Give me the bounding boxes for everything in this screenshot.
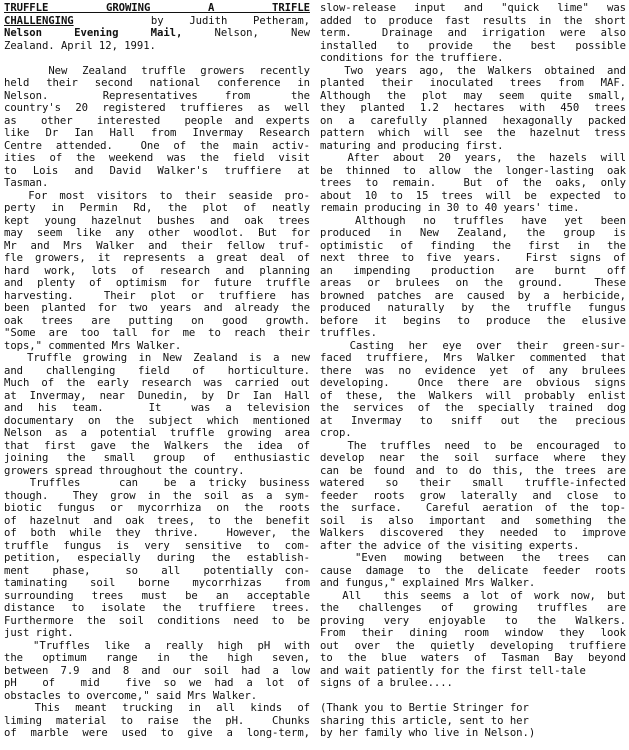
text-line: For most visitors to their seaside pro- (4, 189, 310, 202)
text-line: proving very enjoyable to the Walkers. (320, 614, 626, 627)
text-line: Tasman. (4, 177, 49, 189)
text-line: Nelson. Representatives from the (4, 89, 310, 102)
text-line: develop near the soil surface where they (320, 452, 626, 464)
text-line: they planted 1.2 hectares with 450 trees (320, 102, 626, 114)
text-line: obstacles to overcome," said Mrs Walker. (4, 689, 258, 702)
article-title-continued: CHALLENGING (4, 14, 74, 27)
text-line: crop. (320, 427, 352, 439)
text-line: to Lois and David Walker's truffiere at (4, 164, 310, 177)
text-line: "Some are too tall for me to reach their (4, 327, 310, 339)
text-line: country's 20 registered truffieres as well (4, 102, 310, 114)
text-line: surrounding trees must be an acceptable (4, 589, 310, 602)
text-line: browned patches are caused by a herbicide, (320, 289, 626, 302)
text-line (320, 690, 626, 703)
newsletter-page (4, 2, 626, 748)
text-line: before it begins to produce the elusive (320, 314, 626, 327)
text-line: after the advice of the visiting experts. (320, 539, 580, 552)
text-line: and challenging field of horticulture. (4, 364, 310, 377)
text-line: of both while they thrive. However, the (4, 527, 310, 539)
text-line: on a carefully planned hexagonally packed (320, 114, 626, 127)
text-line: an impending production are burnt off (320, 264, 626, 277)
byline: by Judith Petheram, (150, 14, 310, 27)
text-line: at Invermay, near Dunedin, by Dr Ian Hall (4, 389, 310, 402)
text-line: fle growers, it represents a great deal of (4, 252, 310, 264)
article-title-line-2 (4, 15, 310, 28)
text-line: pH of mid five so we had a lot of (4, 677, 310, 689)
text-line: The truffles need to be encouraged to (320, 439, 626, 452)
text-line: liming material to raise the pH. Chunks (4, 714, 310, 727)
article-title: TRUFFLE GROWING A TRIFLE (4, 2, 310, 14)
text-line: Furthermore the soil conditions need to be (4, 614, 310, 627)
left-column (4, 2, 310, 740)
text-line: may seem like any other woodlot. But for (4, 227, 310, 239)
text-line: slow-release input and "quick lime" was (320, 2, 626, 14)
text-line: added to produce fast results in the short (320, 14, 626, 27)
text-line: Truffle growing in New Zealand is a new (4, 352, 310, 364)
text-line: and his team. It was a television (4, 402, 310, 414)
text-line: After about 20 years, the hazels will (320, 152, 626, 164)
text-line: pattern which will see the hazelnut tress (320, 127, 626, 139)
text-line: documentary on the subject which mentioned (4, 414, 310, 427)
text-line: of hazelnut and oak trees, to the benefit (4, 514, 310, 527)
text-line: been planted for two years and already the (4, 302, 310, 314)
text-line: out over the quietly developing truffiere (320, 639, 626, 652)
text-line: remain producing in 30 to 40 years' time. (320, 202, 580, 214)
text-line: the surface. Careful aeration of the top- (320, 502, 626, 514)
text-line: Centre attended. One of the main activ- (4, 139, 310, 152)
text-line: next three to five years. First signs of (320, 252, 626, 264)
text-line: perty in Permin Rd, the plot of neatly (4, 202, 310, 214)
text-line: maturing and producing first. (320, 139, 504, 152)
text-line: planted their inoculated trees from MAF. (320, 77, 626, 89)
text-line: there was no evidence yet of any brulees (320, 364, 626, 377)
text-line: All this seems a lot of work now, but (320, 589, 626, 602)
text-line: distance to isolate the truffiere trees. (4, 602, 310, 614)
text-line: of these, the Walkers will probably enlist (320, 389, 626, 402)
text-line: to the blue waters of Tasman Bay beyond (320, 652, 626, 664)
text-line: held their second national conference in (4, 77, 310, 89)
text-line: the optimum range in the high seven, (4, 652, 310, 664)
text-line: Nelson as a potential truffle growing area (4, 427, 310, 439)
text-line: truffles. (320, 327, 377, 339)
text-line: taminating soil borne mycorrhizas from (4, 577, 310, 589)
text-line: faced truffiere, Mrs Walker commented that (320, 352, 626, 364)
text-line: term. Drainage and irrigation were also (320, 27, 626, 39)
text-line: though. They grow in the soil as a sym- (4, 489, 310, 502)
text-line: can be found and to do this, the trees are (320, 464, 626, 477)
text-line: Two years ago, the Walkers obtained and (320, 64, 626, 77)
text-line: be thinned to allow the longer-lasting oak (320, 164, 626, 177)
text-line: growers spread throughout the country. (4, 464, 245, 477)
right-body-text (320, 2, 626, 740)
text-line: "Truffles like a really high pH with (4, 639, 310, 652)
text-line: truffle fungus is very sensitive to com- (4, 539, 310, 552)
source-place: Nelson, New (214, 27, 310, 39)
text-line: petition, especially during the establish- (4, 552, 310, 564)
text-line: areas or brulees on the ground. These (320, 277, 626, 289)
text-line: Truffles can be a tricky business (4, 477, 310, 489)
text-line: conditions for the truffiere. (320, 52, 504, 64)
text-line: trees to remain. But of the oaks, only (320, 177, 626, 189)
text-line: From their dining room window they look (320, 627, 626, 639)
text-line: the services of the specially trained dog (320, 402, 626, 414)
date-line: Zealand. April 12, 1991. (4, 39, 156, 52)
text-line: by her family who live in Nelson.) (320, 727, 536, 739)
text-line: soil is also important and something the (320, 514, 626, 527)
text-line: Casting her eye over their green-sur- (320, 339, 626, 352)
text-line: Walkers discovered they needed to improve (320, 527, 626, 539)
text-line: feeder roots grow laterally and close to (320, 489, 626, 502)
right-column (320, 2, 626, 740)
text-line: and plenty of optimism for future truffle (4, 277, 310, 289)
text-line: joining the small group of enthusiastic (4, 452, 310, 464)
text-line: optimistic of finding the first in the (320, 239, 626, 252)
text-line: sharing this article, sent to her (320, 714, 529, 727)
text-line: between 7.9 and 8 and our soil had a low (4, 664, 310, 677)
text-line: hard work, lots of research and planning (4, 264, 310, 277)
text-line: Mr and Mrs Walker and their fellow truf- (4, 239, 310, 252)
text-line: This meant trucking in all kinds of (4, 702, 310, 714)
text-line: cause damage to the delicate feeder roots (320, 564, 626, 577)
text-line: kept young hazelnut bushes and oak trees (4, 214, 310, 227)
text-line: at Invermay to sniff out the precious (320, 414, 626, 427)
text-line: like Dr Ian Hall from Invermay Research (4, 127, 310, 139)
text-line: biotic fungus or mycorrhiza on the roots (4, 502, 310, 514)
text-line: oak trees are putting on good growth. (4, 314, 310, 327)
text-line: developing. Once there are obvious signs (320, 377, 626, 389)
text-line: that first gave the Walkers the idea of (4, 439, 310, 452)
text-line: Much of the early research was carried out (4, 377, 310, 389)
text-line: about 10 to 15 trees will be expected to (320, 189, 626, 202)
text-line: watered so their small truffle-infected (320, 477, 626, 489)
text-line: produced naturally by the truffle fungus (320, 302, 626, 314)
text-line: Although no truffles have yet been (320, 214, 626, 227)
text-line: produced in New Zealand, the group is (320, 227, 626, 239)
text-line: "Even mowing between the trees can (320, 552, 626, 564)
source-name: Nelson Evening Mail, (4, 27, 183, 39)
left-body-text (4, 65, 310, 740)
text-line: just right. (4, 627, 74, 639)
text-line: as other interested people and experts (4, 114, 310, 127)
text-line: harvesting. Their plot or truffiere has (4, 289, 310, 302)
text-line: and fungus," explained Mrs Walker. (320, 577, 536, 589)
spacer (4, 52, 310, 65)
text-line: New Zealand truffle growers recently (4, 64, 310, 77)
text-line: Although the plot may seem quite small, (320, 89, 626, 102)
source-line (4, 27, 310, 40)
text-line: signs of a brulee.... (320, 677, 453, 689)
text-line: ities of the weekend was the field visit (4, 152, 310, 164)
article-title-line-1 (4, 2, 310, 15)
text-line: the challenges of growing truffles are (320, 602, 626, 614)
text-line: (Thank you to Bertie Stringer for (320, 702, 529, 714)
text-line: and wait patiently for the first tell-tale (320, 664, 586, 677)
text-line: tops," commented Mrs Walker. (4, 339, 182, 352)
text-line: of marble were used to give a long-term, (4, 727, 310, 739)
text-line: installed to provide the best possible (320, 39, 626, 52)
text-line: ment phase, so all potentially con- (4, 564, 310, 577)
